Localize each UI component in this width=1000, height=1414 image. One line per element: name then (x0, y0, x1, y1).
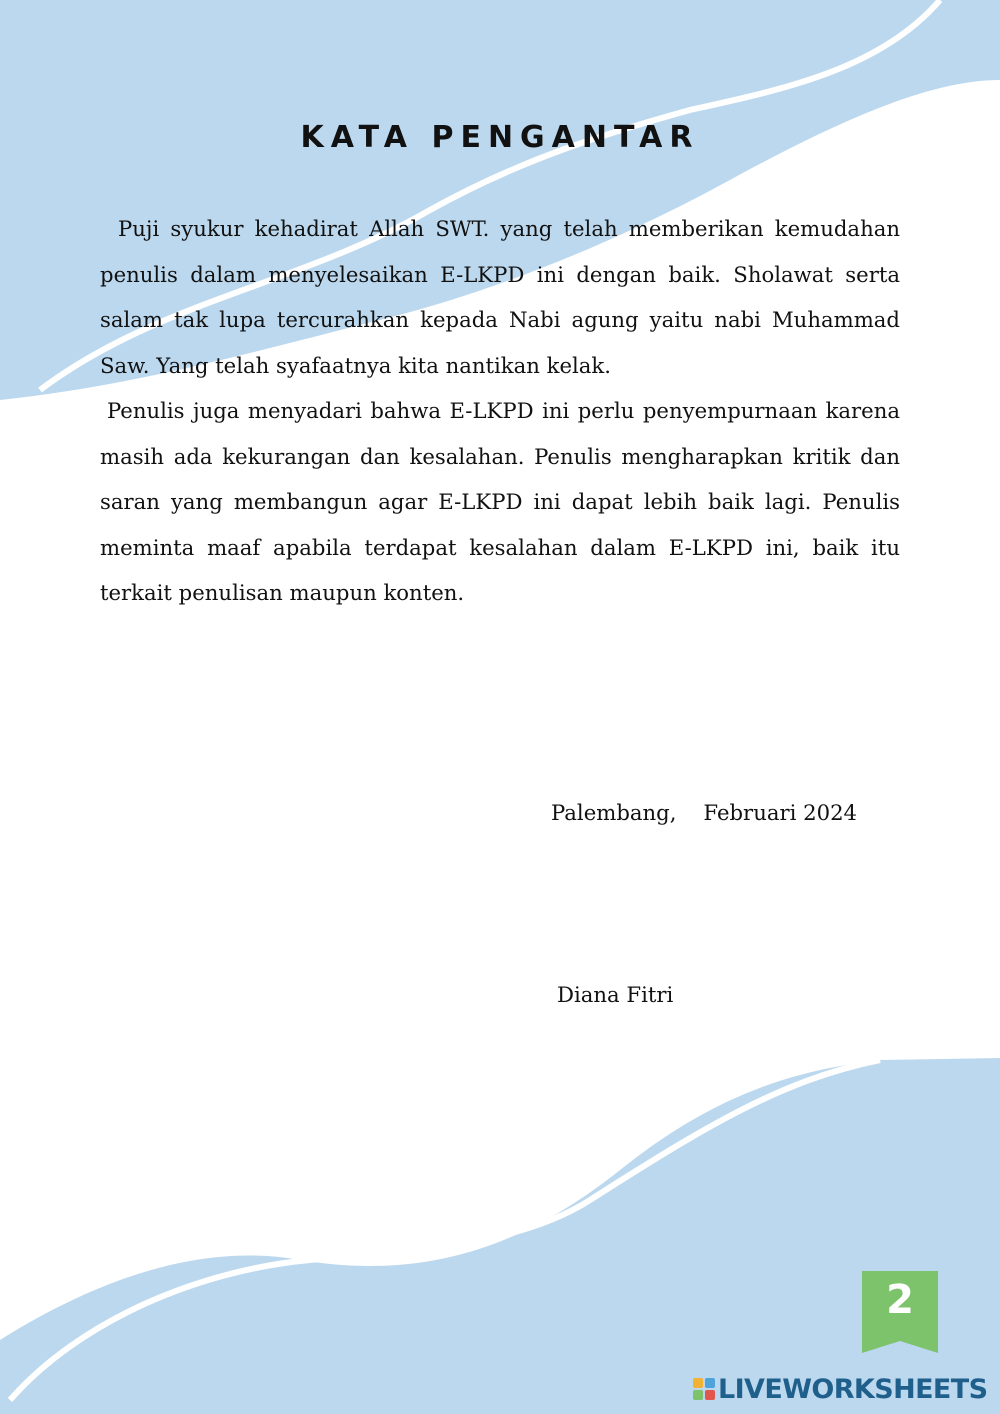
preface-paragraph-2: Penulis juga menyadari bahwa E-LKPD ini perlu penyempurnaan karena masih ada kekurangan dan kesalahan. Penulis mengharapkan kritik dan saran yang membangun agar E-LKPD ini dapat lebih baik lagi. Penulis meminta maaf apabila terdapat kesalahan dalam E-LKPD ini, baik itu terkait penulisan maupun konten. (100, 398, 900, 605)
page-title: KATA PENGANTAR (300, 120, 700, 155)
place-date: Palembang, Februari 2024 (551, 800, 858, 825)
preface-paragraph-1: Puji syukur kehadirat Allah SWT. yang telah memberikan kemudahan penulis dalam menyelesaikan E-LKPD ini dengan baik. Sholawat serta salam tak lupa tercurahkan kepada Nabi agung yaitu nabi Muhammad Saw. Yang telah syafaatnya kita nantikan kelak. (100, 216, 900, 378)
preface-body (100, 206, 900, 616)
signer-name: Diana Fitri (557, 982, 674, 1007)
page-number: 2 (886, 1277, 914, 1323)
liveworksheets-watermark[interactable] (693, 1371, 987, 1407)
watermark-text: LIVEWORKSHEETS (718, 1373, 988, 1405)
liveworksheets-logo-icon (693, 1378, 715, 1400)
